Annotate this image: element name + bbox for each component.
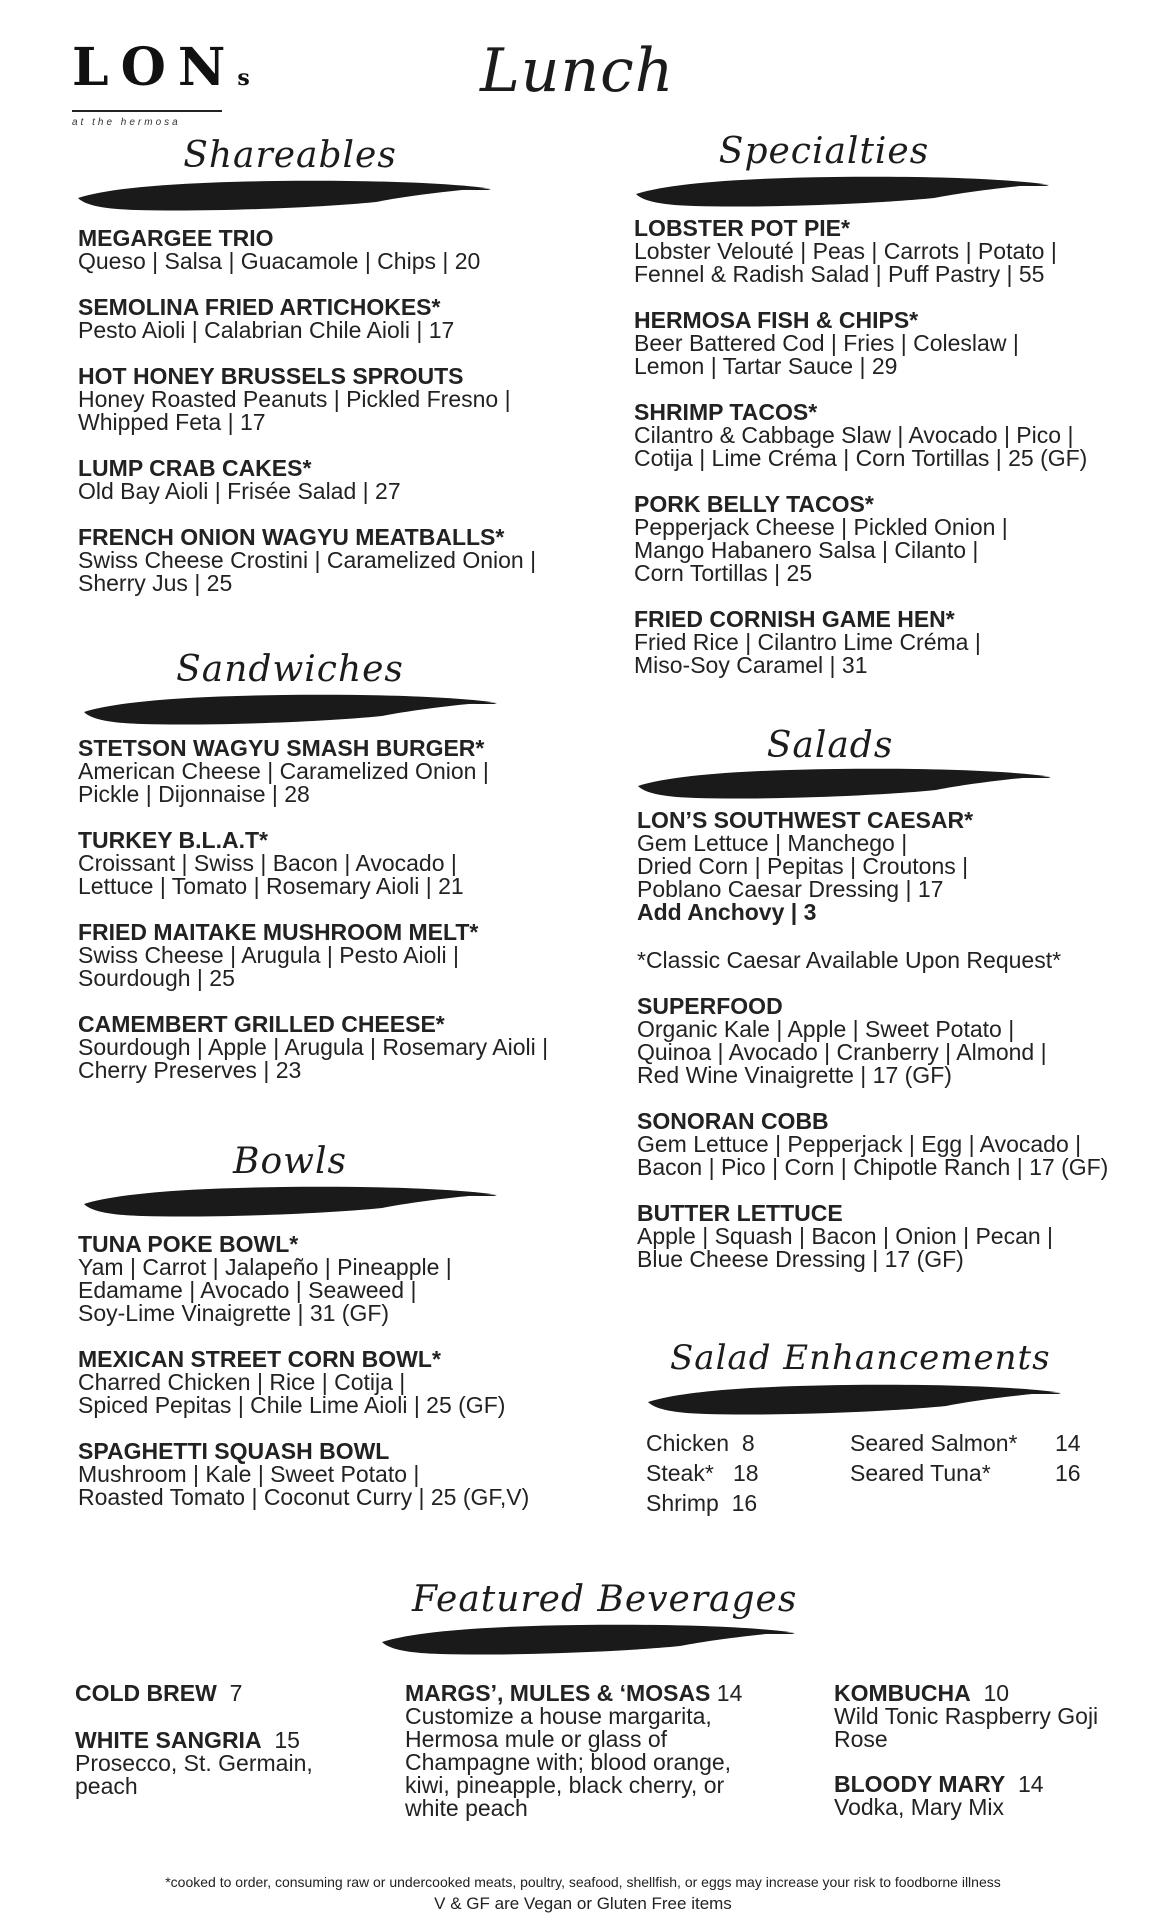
sandwiches-list [78, 736, 618, 1104]
logo-name: LON [72, 37, 238, 98]
list-item: Seared Tuna* 16 [850, 1460, 1081, 1486]
salads-heading: Salads [766, 725, 894, 766]
caesar-note: *Classic Caesar Available Upon Request* [637, 947, 1062, 973]
list-item: HOT HONEY BRUSSELS SPROUTS Honey Roasted Peanuts | Pickled Fresno | Whipped Feta | 17 [78, 363, 511, 435]
list-item: CAMEMBERT GRILLED CHEESE* Sourdough | Apple | Arugula | Rosemary Aioli | Cherry Preserves | 23 [78, 1011, 549, 1083]
beverages-col-3 [834, 1682, 1154, 1841]
list-item: LOBSTER POT PIE* Lobster Velouté | Peas | Carrots | Potato | Fennel & Radish Salad | Puff Pastry | 55 [634, 215, 1057, 287]
list-item: FRIED MAITAKE MUSHROOM MELT* Swiss Cheese | Arugula | Pesto Aioli | Sourdough | 25 [78, 919, 479, 991]
enhancements-left [646, 1428, 816, 1518]
list-item: COLD BREW 7 [75, 1680, 243, 1706]
list-item: WHITE SANGRIA 15 Prosecco, St. Germain, peach [75, 1727, 313, 1799]
list-item: MEGARGEE TRIO Queso | Salsa | Guacamole | Chips | 20 [78, 225, 481, 274]
enhancements-brush [646, 1380, 1066, 1420]
list-item: SUPERFOOD Organic Kale | Apple | Sweet Potato | Quinoa | Avocado | Cranberry | Almond | Red Wine Vinaigrette | 17 (GF) [637, 993, 1047, 1088]
list-item: LUMP CRAB CAKES* Old Bay Aioli | Frisée Salad | 27 [78, 455, 401, 504]
sandwiches-heading: Sandwiches [176, 649, 404, 690]
disclaimer: *cooked to order, consuming raw or undercooked meats, poultry, seafood, shellfish, or eggs may increase your risk to foodborne illness [165, 1874, 1001, 1890]
logo-underline [72, 108, 222, 114]
list-item: Seared Salmon* 14 [850, 1430, 1081, 1456]
list-item: FRIED CORNISH GAME HEN* Fried Rice | Cilantro Lime Créma | Miso-Soy Caramel | 31 [634, 606, 981, 678]
shareables-list [78, 226, 598, 617]
add-anchovy: Add Anchovy | 3 [637, 899, 817, 925]
list-item: PORK BELLY TACOS* Pepperjack Cheese | Pickled Onion | Mango Habanero Salsa | Cilanto | Corn Tortillas | 25 [634, 491, 1008, 586]
enhancements-heading: Salad Enhancements [670, 1338, 1051, 1378]
enhancements-right [850, 1428, 1090, 1488]
list-item: HERMOSA FISH & CHIPS* Beer Battered Cod | Fries | Coleslaw | Lemon | Tartar Sauce | 29 [634, 307, 1019, 379]
salads-list [637, 808, 1157, 1293]
bowls-list [78, 1232, 618, 1531]
list-item: Chicken 8 [646, 1430, 755, 1456]
beverages-col-1 [75, 1682, 365, 1820]
list-item: Steak* 18 [646, 1460, 759, 1486]
list-item: TURKEY B.L.A.T* Croissant | Swiss | Bacon | Avocado | Lettuce | Tomato | Rosemary Aioli | 21 [78, 827, 464, 899]
beverages-heading: Featured Beverages [412, 1579, 798, 1620]
list-item: MARGS’, MULES & ‘MOSAS 14 Customize a house margarita, Hermosa mule or glass of Champagne with; blood orange, kiwi, pineapple, black cherry, or white peach [405, 1680, 743, 1821]
sandwiches-brush [82, 690, 502, 730]
specialties-list [634, 216, 1154, 699]
list-item: SPAGHETTI SQUASH BOWL Mushroom | Kale | Sweet Potato | Roasted Tomato | Coconut Curry | 25 (GF,V) [78, 1438, 530, 1510]
beverages-col-2 [405, 1682, 805, 1842]
logo-suffix: s [237, 65, 250, 91]
logo [72, 37, 250, 128]
list-item: BUTTER LETTUCE Apple | Squash | Bacon | Onion | Pecan | Blue Cheese Dressing | 17 (GF) [637, 1200, 1054, 1272]
list-item: LON’S SOUTHWEST CAESAR* Gem Lettuce | Manchego | Dried Corn | Pepitas | Croutons | Poblano Caesar Dressing | 17 Add Anchovy | 3 [637, 808, 1157, 924]
vegan-gf-legend: V & GF are Vegan or Gluten Free items [434, 1894, 732, 1913]
specialties-brush [634, 172, 1054, 212]
specialties-heading: Specialties [718, 131, 930, 172]
list-item: TUNA POKE BOWL* Yam | Carrot | Jalapeño | Pineapple | Edamame | Avocado | Seaweed | Soy-Lime Vinaigrette | 31 (GF) [78, 1231, 452, 1326]
page-title: Lunch [480, 36, 675, 106]
list-item: Shrimp 16 [646, 1490, 758, 1516]
bowls-brush [82, 1182, 502, 1222]
list-item: SEMOLINA FRIED ARTICHOKES* Pesto Aioli | Calabrian Chile Aioli | 17 [78, 294, 455, 343]
list-item: BLOODY MARY 14 Vodka, Mary Mix [834, 1771, 1044, 1820]
list-item: FRENCH ONION WAGYU MEATBALLS* Swiss Cheese Crostini | Caramelized Onion | Sherry Jus | 25 [78, 524, 537, 596]
list-item: SONORAN COBB Gem Lettuce | Pepperjack | Egg | Avocado | Bacon | Pico | Corn | Chipotle Ranch | 17 (GF) [637, 1108, 1109, 1180]
list-item: KOMBUCHA 10 Wild Tonic Raspberry Goji Rose [834, 1680, 1099, 1752]
list-item: MEXICAN STREET CORN BOWL* Charred Chicken | Rice | Cotija | Spiced Pepitas | Chile Lime Aioli | 25 (GF) [78, 1346, 506, 1418]
beverages-brush [380, 1620, 800, 1660]
bowls-heading: Bowls [233, 1141, 347, 1182]
logo-tagline: at the hermosa [72, 117, 181, 128]
list-item: SHRIMP TACOS* Cilantro & Cabbage Slaw | Avocado | Pico | Cotija | Lime Créma | Corn Tortillas | 25 (GF) [634, 399, 1088, 471]
shareables-heading: Shareables [183, 135, 397, 176]
list-item: STETSON WAGYU SMASH BURGER* American Cheese | Caramelized Onion | Pickle | Dijonnaise | 28 [78, 735, 489, 807]
shareables-brush [76, 176, 496, 216]
salads-brush [636, 764, 1056, 804]
